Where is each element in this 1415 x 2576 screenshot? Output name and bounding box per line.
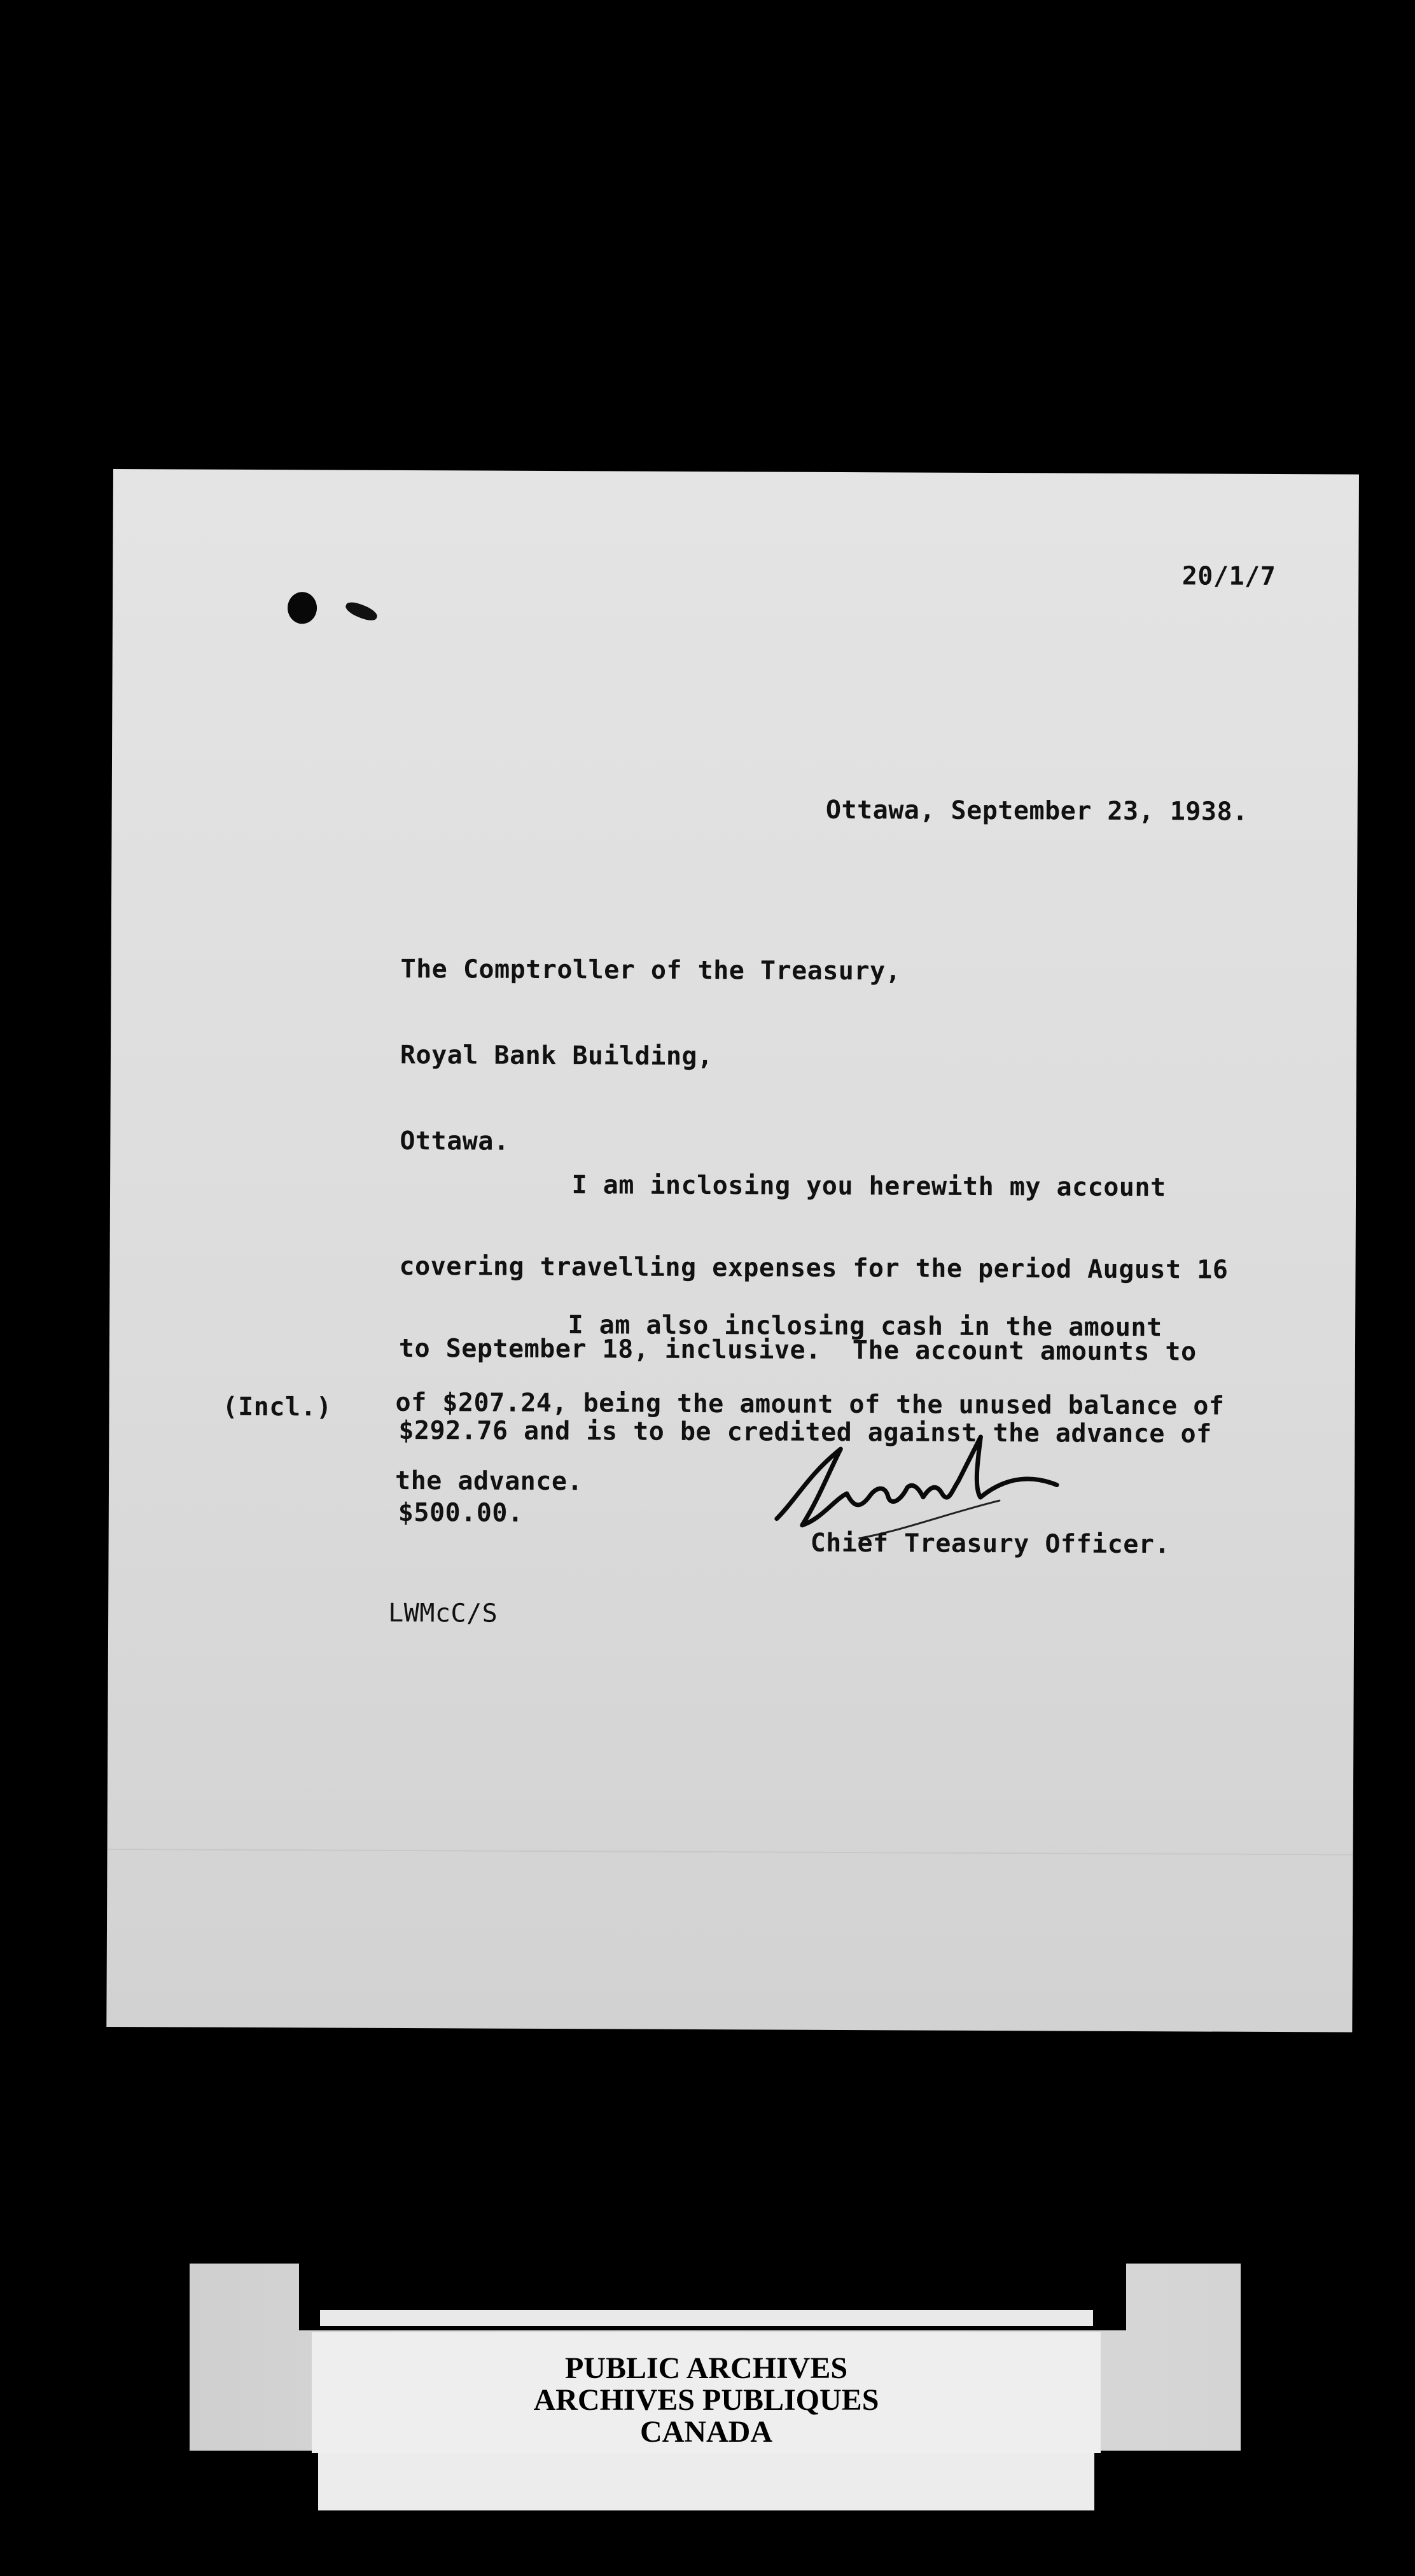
date-line: Ottawa, September 23, 1938. xyxy=(825,795,1248,827)
stamp-line-french: ARCHIVES PUBLIQUES xyxy=(533,2383,879,2417)
paragraph-line: I am inclosing you herewith my account xyxy=(399,1169,1166,1203)
punch-hole xyxy=(288,592,317,624)
address-line: The Comptroller of the Treasury, xyxy=(400,954,902,986)
paragraph-line: $292.76 and is to be credited against the advance of xyxy=(398,1415,1212,1449)
punch-hole xyxy=(344,599,379,624)
archive-card-bottom xyxy=(318,2453,1094,2510)
paragraph-line: covering travelling expenses for the period August 16 xyxy=(399,1251,1229,1285)
paragraph-line: to September 18, inclusive. The account amounts to xyxy=(398,1333,1197,1367)
letter-sheet xyxy=(106,469,1359,2033)
paragraph-line: I am also inclosing cash in the amount xyxy=(396,1309,1162,1343)
enclosure-note: (Incl.) xyxy=(222,1392,332,1422)
fold-line xyxy=(108,1849,1353,1856)
address-line: Royal Bank Building, xyxy=(400,1040,713,1072)
address-line: Ottawa. xyxy=(400,1126,510,1156)
paragraph-line: of $207.24, being the amount of the unused balance of xyxy=(395,1387,1225,1421)
paragraph-line: the advance. xyxy=(394,1466,583,1497)
typist-initials: LWMcC/S xyxy=(388,1598,498,1628)
stamp-line-country: CANADA xyxy=(640,2415,772,2449)
file-reference: 20/1/7 xyxy=(1181,561,1276,591)
stamp-line-english: PUBLIC ARCHIVES xyxy=(564,2351,848,2385)
archive-stamp xyxy=(312,2332,1101,2453)
closing-title: Chief Treasury Officer. xyxy=(810,1528,1171,1560)
archive-card-strip xyxy=(320,2310,1093,2326)
paragraph-line: $500.00. xyxy=(398,1497,524,1528)
